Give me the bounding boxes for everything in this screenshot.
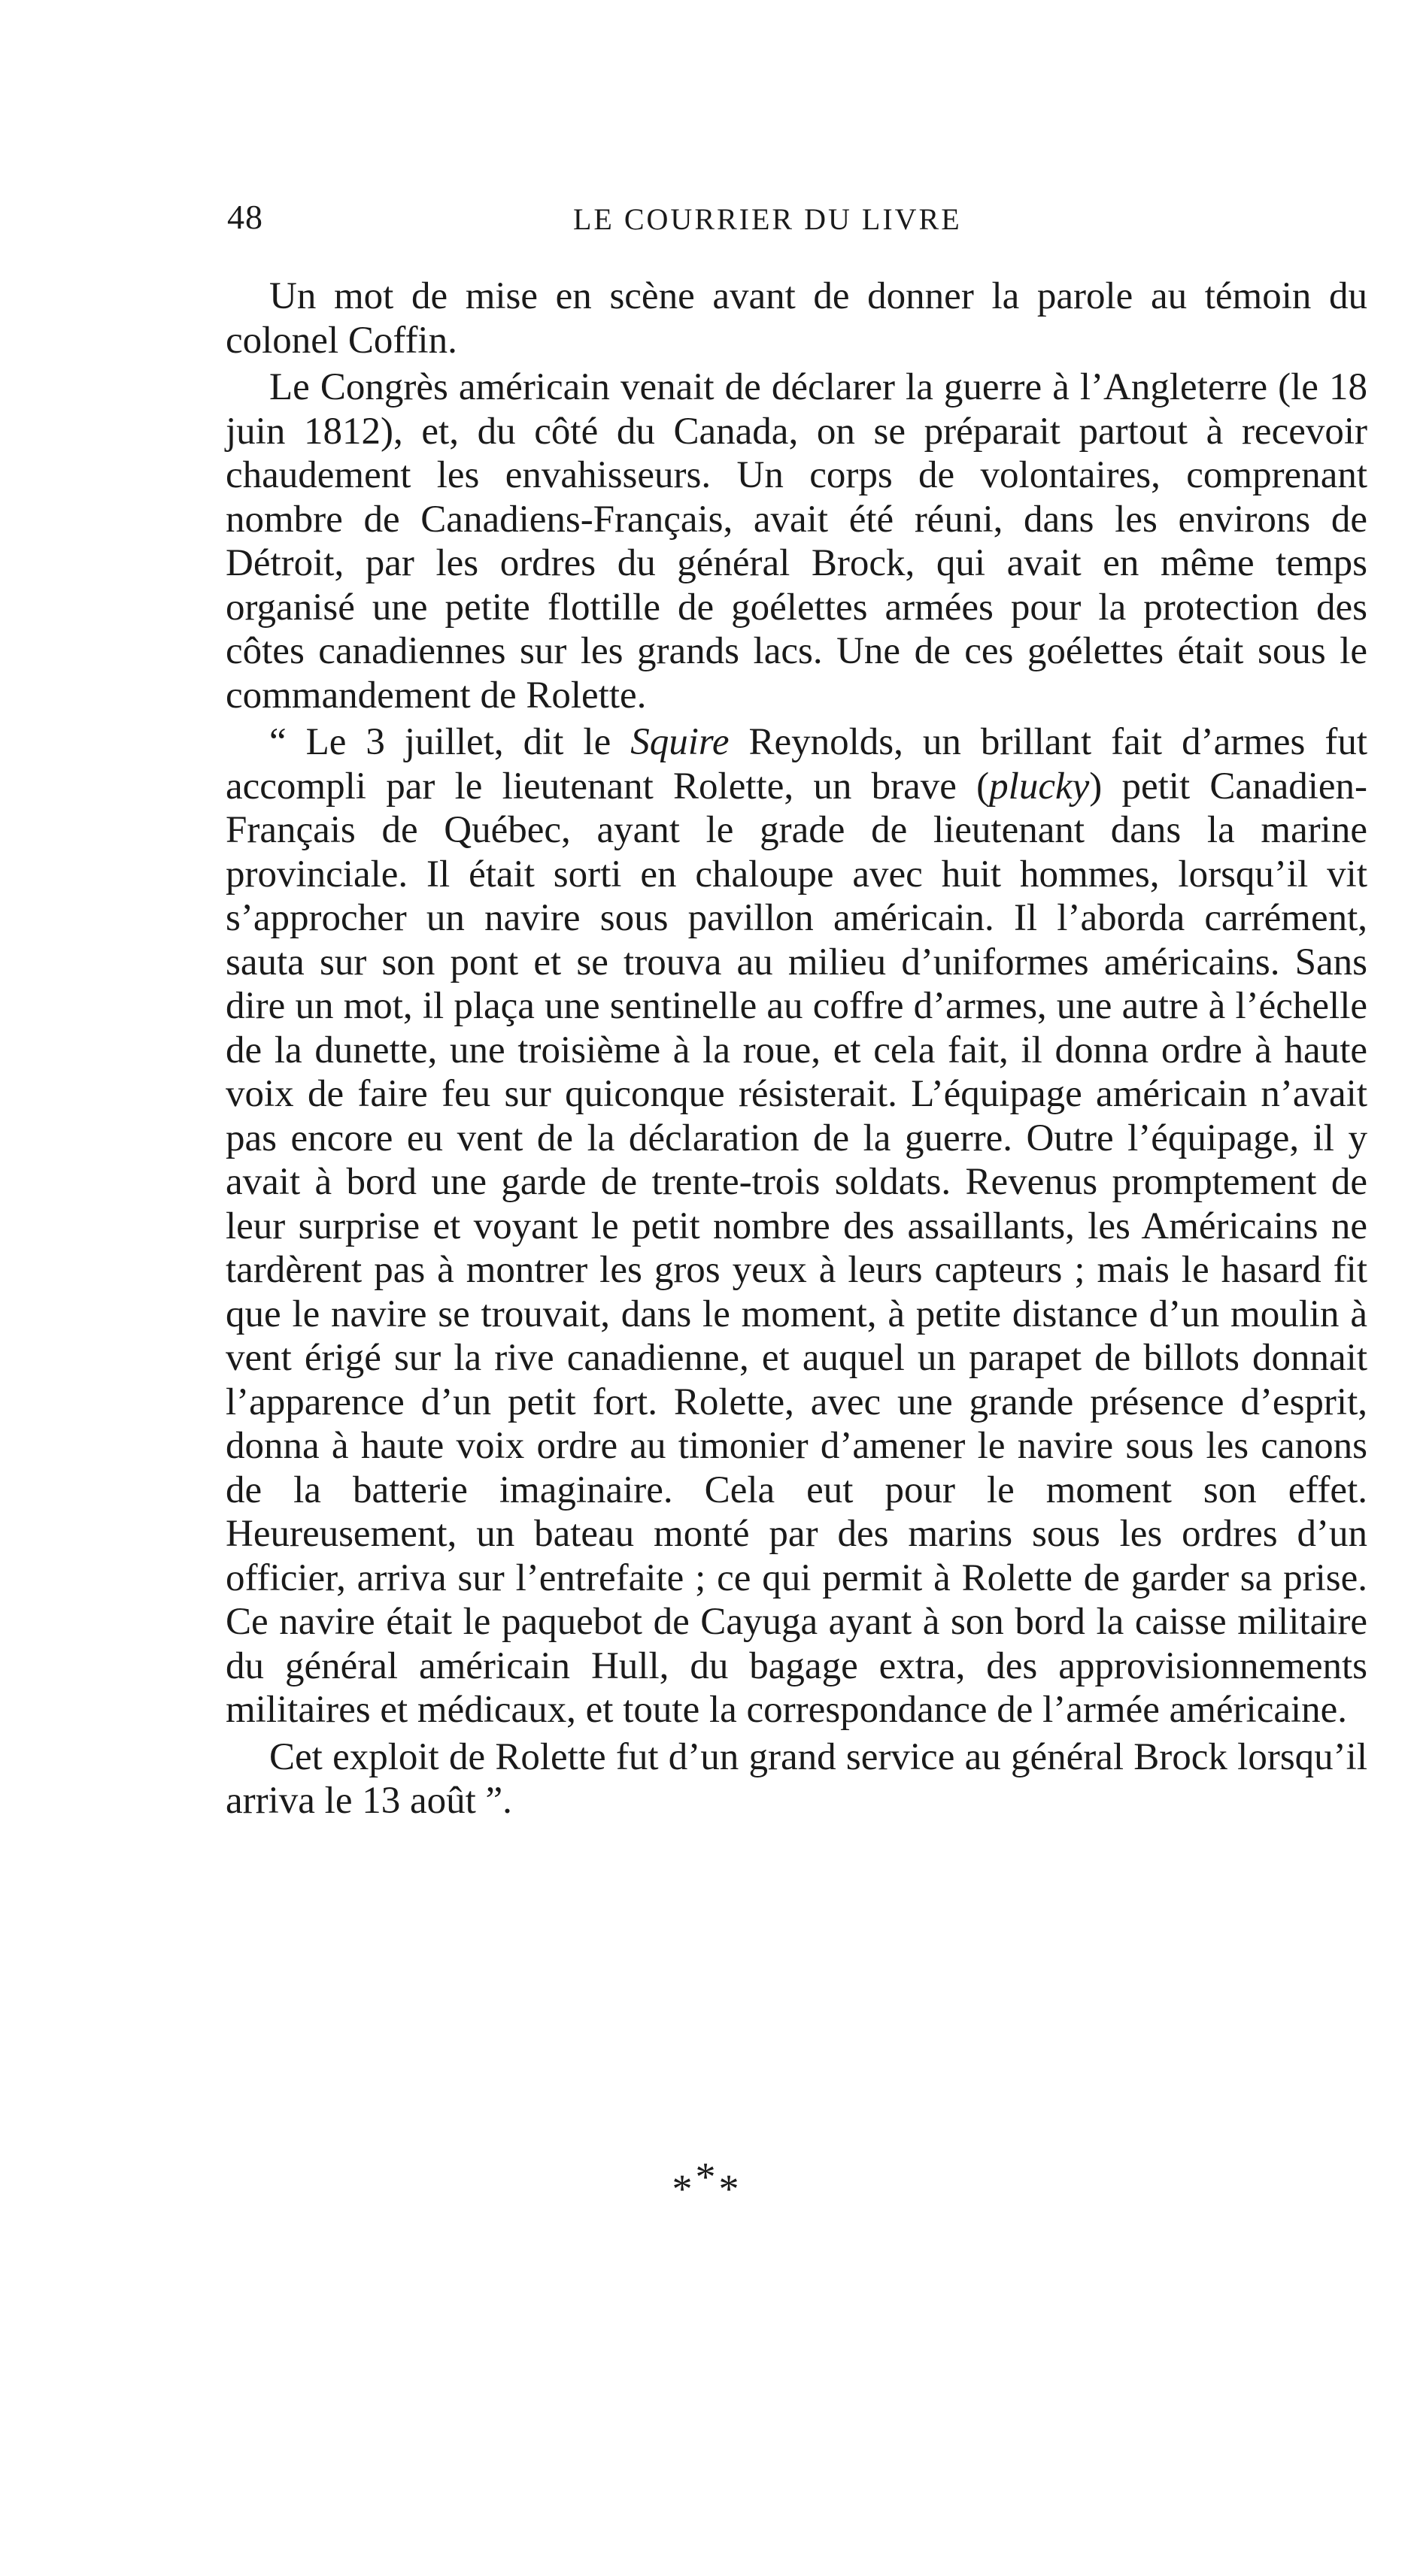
ornament-star-middle: * xyxy=(695,2154,719,2199)
quotation-segment: Reynolds, un brillant fait d’armes fut accompli par le lieutenant Rolette, un brave ( xyxy=(226,721,1367,808)
paragraph-conclusion: Cet exploit de Rolette fut d’un grand service au général Brock lorsqu’il arriva le 13 août ”. xyxy=(226,1735,1367,1822)
running-head xyxy=(227,197,1369,242)
italic-squire: Squire xyxy=(630,721,730,763)
ornament-star-left: * xyxy=(672,2166,696,2211)
article-body xyxy=(226,274,1367,1826)
paragraph-intro: Un mot de mise en scène avant de donner la parole au témoin du colonel Coffin. xyxy=(226,275,1367,362)
quotation-body: ) petit Canadien-Français de Québec, ayant le grade de lieutenant dans la marine provinciale. Il était sorti en chaloupe avec huit hommes, lorsqu’il vit s’approcher un navire sous pavillon américain. Il l’aborda carrément, sauta sur son pont et se trouva au milieu d’uniformes américains. Sans dire un mot, il plaça une sentinelle au coffre d’armes, une autre à l’échelle de la dunette, une troisième à la roue, et cela fait, il donna ordre à haute voix de faire feu sur quiconque résisterait. L’équipage américain n’avait pas encore eu vent de la déclaration de la guerre. Outre l’équipage, il y avait à bord une garde de trente-trois soldats. Revenus promptement de leur surprise et voyant le petit nombre des assaillants, les Américains ne tardèrent pas à montrer les gros yeux à leurs capteurs ; mais le hasard fit que le navire se trouvait, dans le moment, à petite distance d’un moulin à vent érigé sur la rive canadienne, et auquel un parapet de billots donnait l’apparence d’un petit fort. Rolette, avec une grande présence d’esprit, donna à haute voix ordre au timonier d’amener le navire sous les canons de la batterie imaginaire. Cela eut pour le moment son effet. Heureusement, un bateau monté par des marins sous les ordres d’un officier, arriva sur l’entrefaite ; ce qui permit à Rolette de garder sa prise. Ce navire était le paquebot de Cayuga ayant à son bord la caisse militaire du général américain Hull, du bagage extra, des approvisionnements militaires et médicaux, et toute la correspondance de l’armée américaine. xyxy=(226,765,1367,1731)
paragraph-context: Le Congrès américain venait de déclarer la guerre à l’Angleterre (le 18 juin 1812), et, du côté du Canada, on se préparait partout à recevoir chaudement les envahisseurs. Un corps de volontaires, comprenant nombre de Canadiens-Français, avait été réuni, dans les environs de Détroit, par les ordres du général Brock, qui avait en même temps organisé une petite flottille de goélettes armées pour la protection des côtes canadiennes sur les grands lacs. Une de ces goélettes était sous le commandement de Rolette. xyxy=(226,366,1367,717)
quotation-opening: “ Le 3 juillet, dit le xyxy=(269,721,631,763)
journal-title: LE COURRIER DU LIVRE xyxy=(573,202,962,236)
paragraph-quotation xyxy=(226,720,1367,1732)
asterism-ornament xyxy=(0,2154,1414,2212)
italic-plucky: plucky xyxy=(989,765,1090,808)
ornament-star-right: * xyxy=(718,2166,742,2211)
page-number: 48 xyxy=(227,198,263,236)
